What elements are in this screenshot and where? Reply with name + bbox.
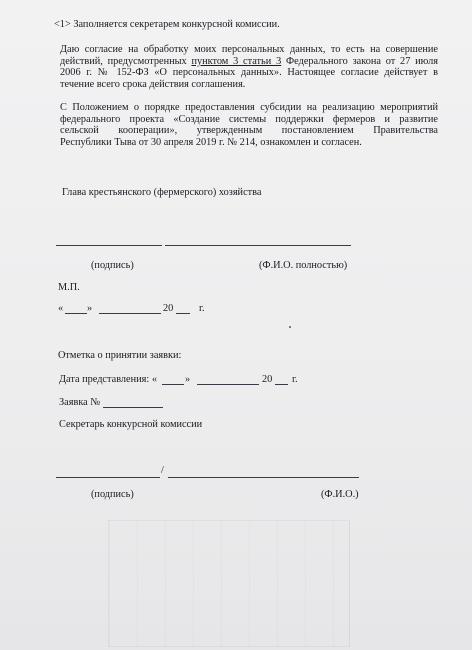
secretary-fio-label: (Ф.И.О.) [321, 489, 359, 500]
date-year-prefix: 20 [163, 303, 174, 314]
date-quote-close: » [87, 303, 93, 314]
application-number-label: Заявка № [59, 397, 101, 408]
submission-date-label: Дата представления: « [59, 374, 157, 385]
regulation-line-3: сельской кооперации», утвержденным постановлением Правительства [60, 125, 438, 137]
ink-speck [289, 326, 291, 328]
law-article-link[interactable]: пунктом 3 статьи 3 [191, 55, 282, 67]
date-year-suffix: г. [199, 303, 205, 314]
regulation-line-4: Республики Тыва от 30 апреля 2019 г. № 214, ознакомлен и согласен. [60, 136, 362, 148]
application-number-line[interactable] [103, 407, 163, 408]
regulation-line-2: федерального проекта «Создание системы поддержки фермеров и развитие [60, 113, 438, 125]
date-year-line[interactable] [176, 313, 190, 314]
consent-line-3: 2006 г. № 152-ФЗ «О персональных данных». Настоящее согласие действует в [60, 67, 438, 79]
submission-year-line[interactable] [275, 384, 288, 385]
date-day-line[interactable] [65, 313, 87, 314]
date-quote-open: « [58, 303, 64, 314]
acceptance-title: Отметка о принятии заявки: [58, 350, 182, 361]
submission-day-line[interactable] [162, 384, 184, 385]
consent-line-4: течение всего срока действия соглашения. [60, 78, 246, 90]
regulation-line-1: С Положением о порядке предоставления субсидии на реализацию мероприятий [60, 102, 438, 113]
fullname-line[interactable] [165, 245, 351, 246]
secretary-fio-line[interactable] [168, 477, 359, 478]
signature-line[interactable] [56, 245, 162, 246]
regulation-paragraph [60, 102, 438, 148]
submission-quote-close: » [185, 374, 191, 385]
fullname-label: (Ф.И.О. полностью) [259, 260, 348, 271]
head-title: Глава крестьянского (фермерского) хозяйства [62, 187, 262, 198]
footnote: <1> Заполняется секретарем конкурсной комиссии. [54, 19, 280, 30]
consent-line-2 [60, 56, 438, 68]
submission-year-prefix: 20 [262, 374, 273, 385]
stamp-place-label: М.П. [58, 282, 80, 293]
date-month-line[interactable] [99, 313, 161, 314]
submission-month-line[interactable] [197, 384, 259, 385]
secretary-title: Секретарь конкурсной комиссии [59, 419, 203, 430]
bleed-through-table [108, 520, 350, 647]
consent-paragraph [60, 44, 438, 90]
secretary-signature-line[interactable] [56, 477, 160, 478]
separator-slash: / [161, 465, 164, 476]
consent-line-1: Даю согласие на обработку моих персональных данных, то есть на совершение [60, 44, 438, 55]
submission-year-suffix: г. [292, 374, 298, 385]
consent-line-2-start: действий, предусмотренных [60, 55, 192, 67]
secretary-signature-label: (подпись) [91, 489, 134, 500]
signature-label: (подпись) [91, 260, 134, 271]
consent-line-2-end: Федерального закона от 27 июля [281, 55, 438, 67]
